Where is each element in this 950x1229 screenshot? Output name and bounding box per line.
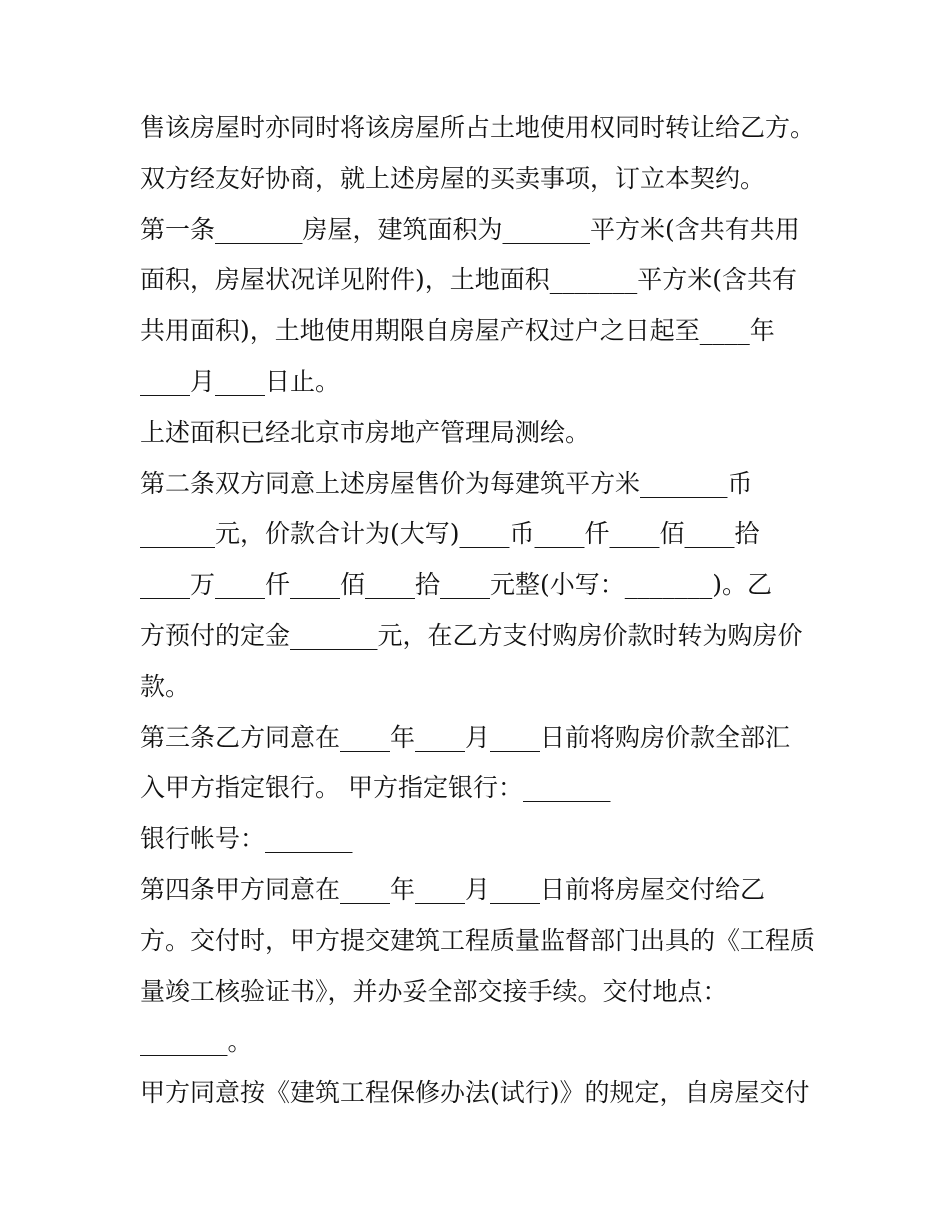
text-line: 第四条甲方同意在____年____月____日前将房屋交付给乙 xyxy=(140,874,766,904)
text-line: 方。交付时，甲方提交建筑工程质量监督部门出具的《工程质 xyxy=(140,925,816,955)
text-line: 第三条乙方同意在____年____月____日前将购房价款全部汇 xyxy=(140,722,791,752)
text-line: 款。 xyxy=(140,671,191,701)
text-line: 双方经友好协商，就上述房屋的买卖事项，订立本契约。 xyxy=(140,163,766,193)
text-line: 量竣工核验证书》，并办妥全部交接手续。交付地点： xyxy=(140,976,728,1006)
text-line: 第一条_______房屋，建筑面积为_______平方米(含共有共用 xyxy=(140,214,800,244)
text-line: 面积，房屋状况详见附件)，土地面积_______平方米(含共有 xyxy=(140,265,798,295)
contract-text xyxy=(140,103,820,1119)
text-line: 方预付的定金_______元，在乙方支付购房价款时转为购房价 xyxy=(140,620,803,650)
text-line: 入甲方指定银行。 甲方指定银行：_______ xyxy=(140,773,611,803)
text-line: ____月____日止。 xyxy=(140,366,341,396)
text-line: ______元，价款合计为(大写)____币____仟____佰____拾 xyxy=(140,519,760,549)
text-line: 售该房屋时亦同时将该房屋所占土地使用权同时转让给乙方。 xyxy=(140,113,816,142)
text-line: _______。 xyxy=(140,1027,253,1057)
text-line: 甲方同意按《建筑工程保修办法(试行)》的规定，自房屋交付 xyxy=(140,1078,810,1108)
text-line: 银行帐号：_______ xyxy=(140,824,353,854)
text-line: 上述面积已经北京市房地产管理局测绘。 xyxy=(140,417,591,447)
text-line: ____万____仟____佰____拾____元整(小写：_______)。乙 xyxy=(140,570,773,600)
text-line: 第二条双方同意上述房屋售价为每建筑平方米_______币 xyxy=(140,468,753,498)
text-line: 共用面积)，土地使用期限自房屋产权过户之日起至____年 xyxy=(140,316,775,346)
